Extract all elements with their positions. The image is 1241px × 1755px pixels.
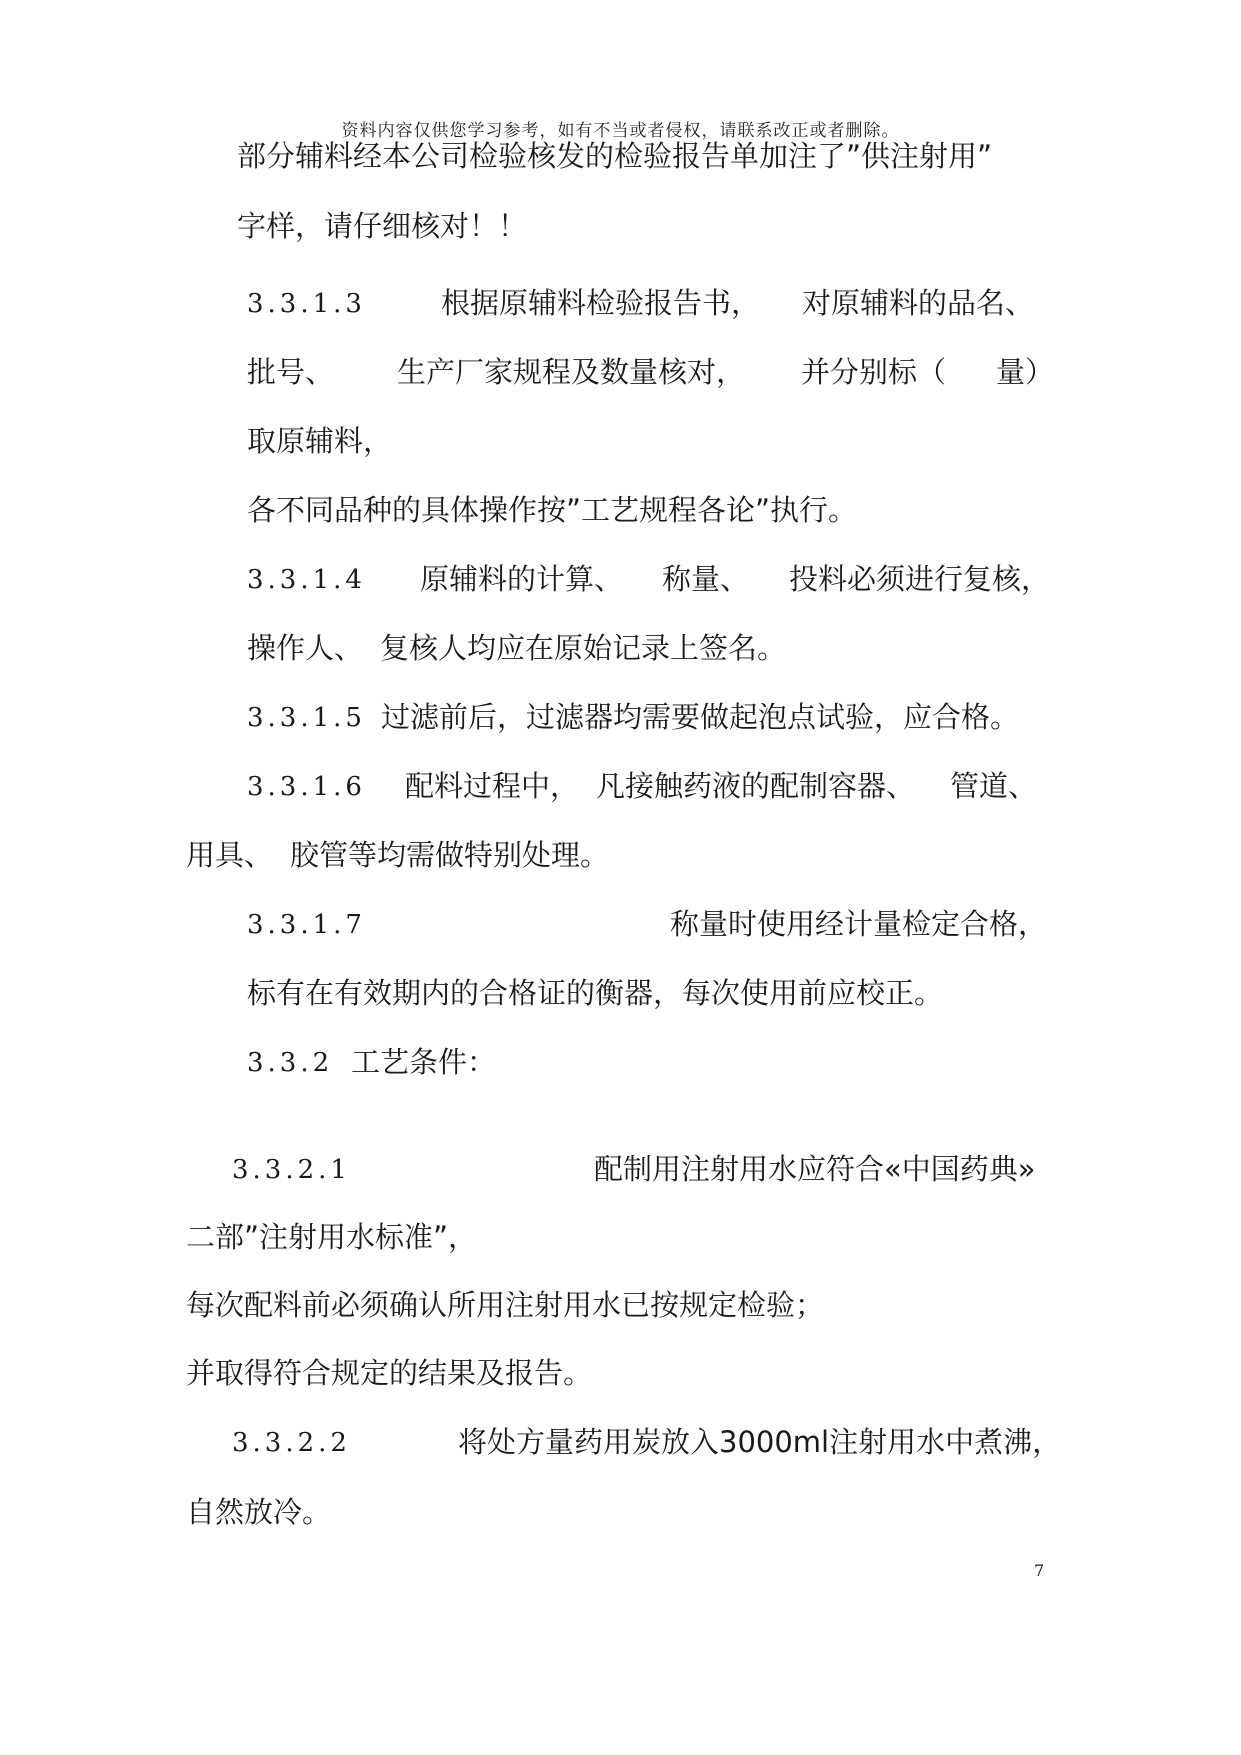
section-number: 3.3.2 — [247, 1048, 334, 1078]
section-number: 3.3.1.3 — [247, 289, 366, 319]
para-line: 胶管等均需做特别处理。 — [290, 838, 610, 872]
para-line: 每次配料前必须确认所用注射用水已按规定检验； — [186, 1288, 825, 1322]
para-line: 配料过程中， — [405, 769, 580, 803]
page-number: 7 — [1034, 1561, 1045, 1580]
para-line: 操作人、 — [247, 631, 364, 665]
section-number: 3.3.1.6 — [247, 772, 366, 802]
para-line: 凡接触药液的配制容器、 — [596, 769, 916, 803]
para-line: 将处方量药用炭放入3000ml注射用水中煮沸， — [458, 1425, 1062, 1459]
para-line: 用具、 — [186, 838, 274, 872]
section-number: 3.3.1.4 — [247, 565, 366, 595]
para-line: 过滤前后，过滤器均需要做起泡点试验，应合格。 — [381, 700, 1020, 734]
para-line: 投料必须进行复核， — [789, 562, 1051, 596]
para-line: 生产厂家规程及数量核对， — [397, 355, 746, 389]
para-line: 并分别标（ — [801, 355, 947, 389]
para-line: 自然放冷。 — [186, 1495, 332, 1529]
para-line: 配制用注射用水应符合«中国药典» — [594, 1152, 1036, 1186]
para-line: 二部”注射用水标准”， — [186, 1220, 478, 1254]
section-number: 3.3.1.5 — [247, 703, 366, 733]
section-number: 3.3.1.7 — [247, 910, 366, 940]
para-line: 原辅料的计算、 — [420, 562, 624, 596]
para-line: 对原辅料的品名、 — [802, 286, 1035, 320]
para-line: 取原辅料， — [247, 424, 393, 458]
para-line: 字样，请仔细核对！！ — [237, 209, 528, 243]
para-line: 各不同品种的具体操作按”工艺规程各论”执行。 — [247, 493, 858, 527]
para-line: 部分辅料经本公司检验核发的检验报告单加注了”供注射用” — [237, 139, 993, 173]
section-heading: 工艺条件： — [351, 1045, 497, 1079]
para-line: 批号、 — [247, 355, 335, 389]
para-line: 并取得符合规定的结果及报告。 — [186, 1356, 593, 1390]
section-number: 3.3.2.1 — [232, 1155, 351, 1185]
para-line: 量） — [996, 355, 1055, 389]
para-line: 管道、 — [950, 769, 1038, 803]
para-line: 复核人均应在原始记录上签名。 — [380, 631, 787, 665]
section-number: 3.3.2.2 — [232, 1428, 351, 1458]
para-line: 称量时使用经计量检定合格， — [670, 907, 1048, 941]
para-line: 根据原辅料检验报告书， — [441, 286, 761, 320]
disclaimer-header: 资料内容仅供您学习参考，如有不当或者侵权，请联系改正或者删除。 — [341, 121, 900, 141]
para-line: 称量、 — [662, 562, 750, 596]
para-line: 标有在有效期内的合格证的衡器，每次使用前应校正。 — [247, 976, 944, 1010]
